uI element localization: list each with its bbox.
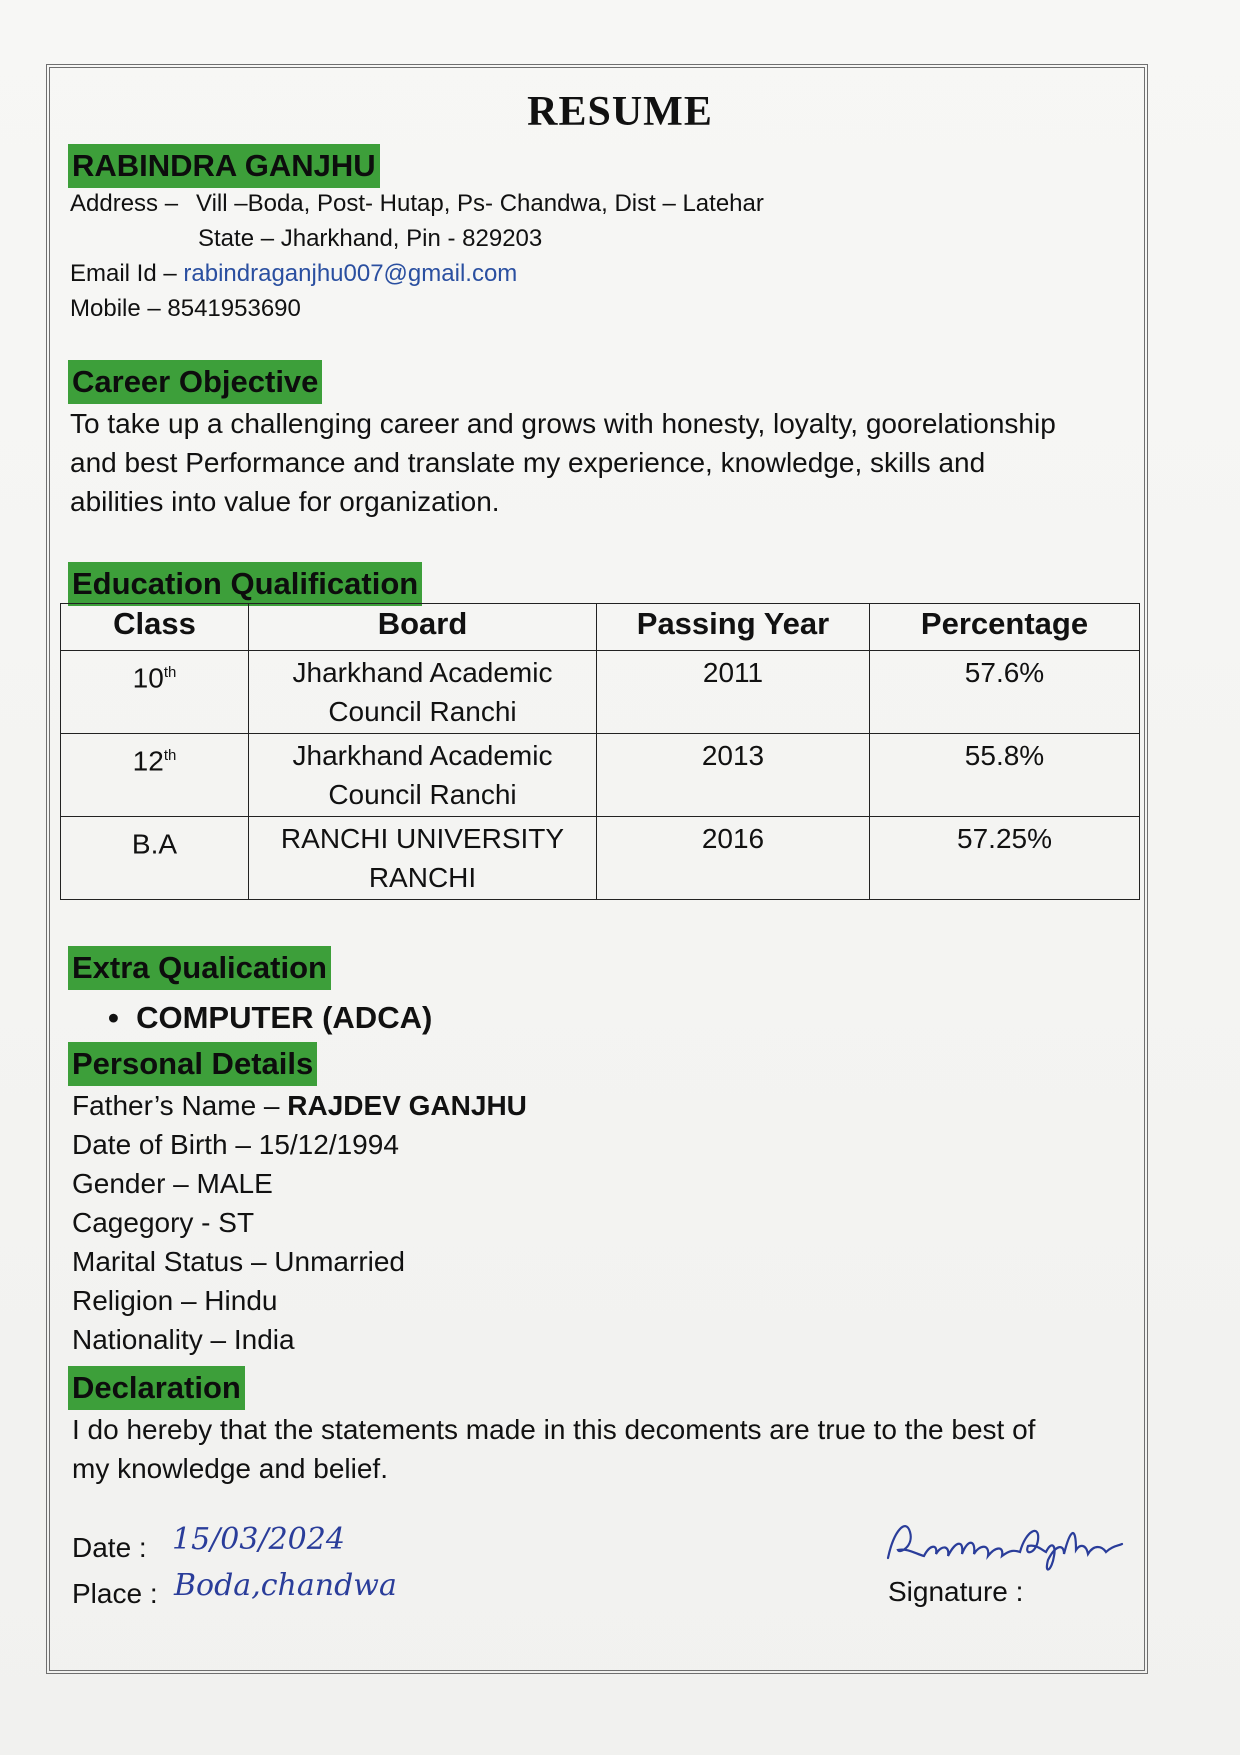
extra-qualification-heading: Extra Qualication [68,946,331,990]
email-row [70,260,517,288]
education-heading: Education Qualification [68,562,422,606]
personal-details-list [72,1086,527,1359]
signature-label: Signature : [888,1576,1024,1607]
category: Cagegory - ST [72,1207,255,1238]
address-line-1: Vill –Boda, Post- Hutap, Ps- Chandwa, Dist – Latehar [196,190,764,217]
email-label: Email Id – [70,260,177,287]
mobile-number: Mobile – 8541953690 [70,295,301,322]
career-line: To take up a challenging career and grows with honesty, loyalty, goorelationship [70,408,1056,439]
career-line: abilities into value for organization. [70,486,500,517]
board-cell: Jharkhand Academic Council Ranchi [249,734,597,817]
religion: Religion – Hindu [72,1285,278,1316]
year-cell: 2013 [597,734,870,817]
table-row [61,734,1140,817]
candidate-name: RABINDRA GANJHU [68,144,380,188]
column-header: Passing Year [597,604,870,651]
handwritten-date: 15/03/2024 [172,1522,345,1557]
email-address: rabindraganjhu007@gmail.com [183,260,518,287]
percentage-cell: 57.25% [870,817,1140,900]
personal-details-heading: Personal Details [68,1042,317,1086]
board-cell: RANCHI UNIVERSITY RANCHI [249,817,597,900]
percentage-cell: 57.6% [870,651,1140,734]
table-header-row [61,604,1140,651]
class-cell: 10th [61,651,249,734]
marital-status: Marital Status – Unmarried [72,1246,406,1277]
bullet-icon: • [108,1000,137,1035]
class-cell: 12th [61,734,249,817]
gender: Gender – MALE [72,1168,273,1199]
column-header: Percentage [870,604,1140,651]
nationality: Nationality – India [72,1324,295,1355]
table-row [61,651,1140,734]
handwritten-place: Boda,chandwa [174,1568,397,1603]
declaration-text [72,1410,1035,1488]
career-line: and best Performance and translate my experience, knowledge, skills and [70,447,986,478]
declaration-line: I do hereby that the statements made in this decoments are true to the best of [72,1414,1036,1445]
year-cell: 2011 [597,651,870,734]
date-of-birth: Date of Birth – 15/12/1994 [72,1129,399,1160]
year-cell: 2016 [597,817,870,900]
extra-qualification-item: • COMPUTER (ADCA) [108,1000,433,1035]
class-cell: B.A [61,817,249,900]
address-line-2: State – Jharkhand, Pin - 829203 [198,225,543,252]
column-header: Class [61,604,249,651]
declaration-line: my knowledge and belief. [72,1453,388,1484]
career-objective-text [70,404,1056,521]
column-header: Board [249,604,597,651]
table-row [61,817,1140,900]
percentage-cell: 55.8% [870,734,1140,817]
handwritten-signature [880,1510,1130,1580]
resume-title: RESUME [527,89,713,135]
address-label: Address – [70,190,179,217]
place-label: Place : [72,1578,158,1609]
father-name: Father’s Name – RAJDEV GANJHU [72,1090,527,1121]
career-objective-heading: Career Objective [68,360,322,404]
date-label: Date : [72,1532,147,1563]
board-cell: Jharkhand Academic Council Ranchi [249,651,597,734]
education-table [60,603,1140,900]
declaration-heading: Declaration [68,1366,245,1410]
